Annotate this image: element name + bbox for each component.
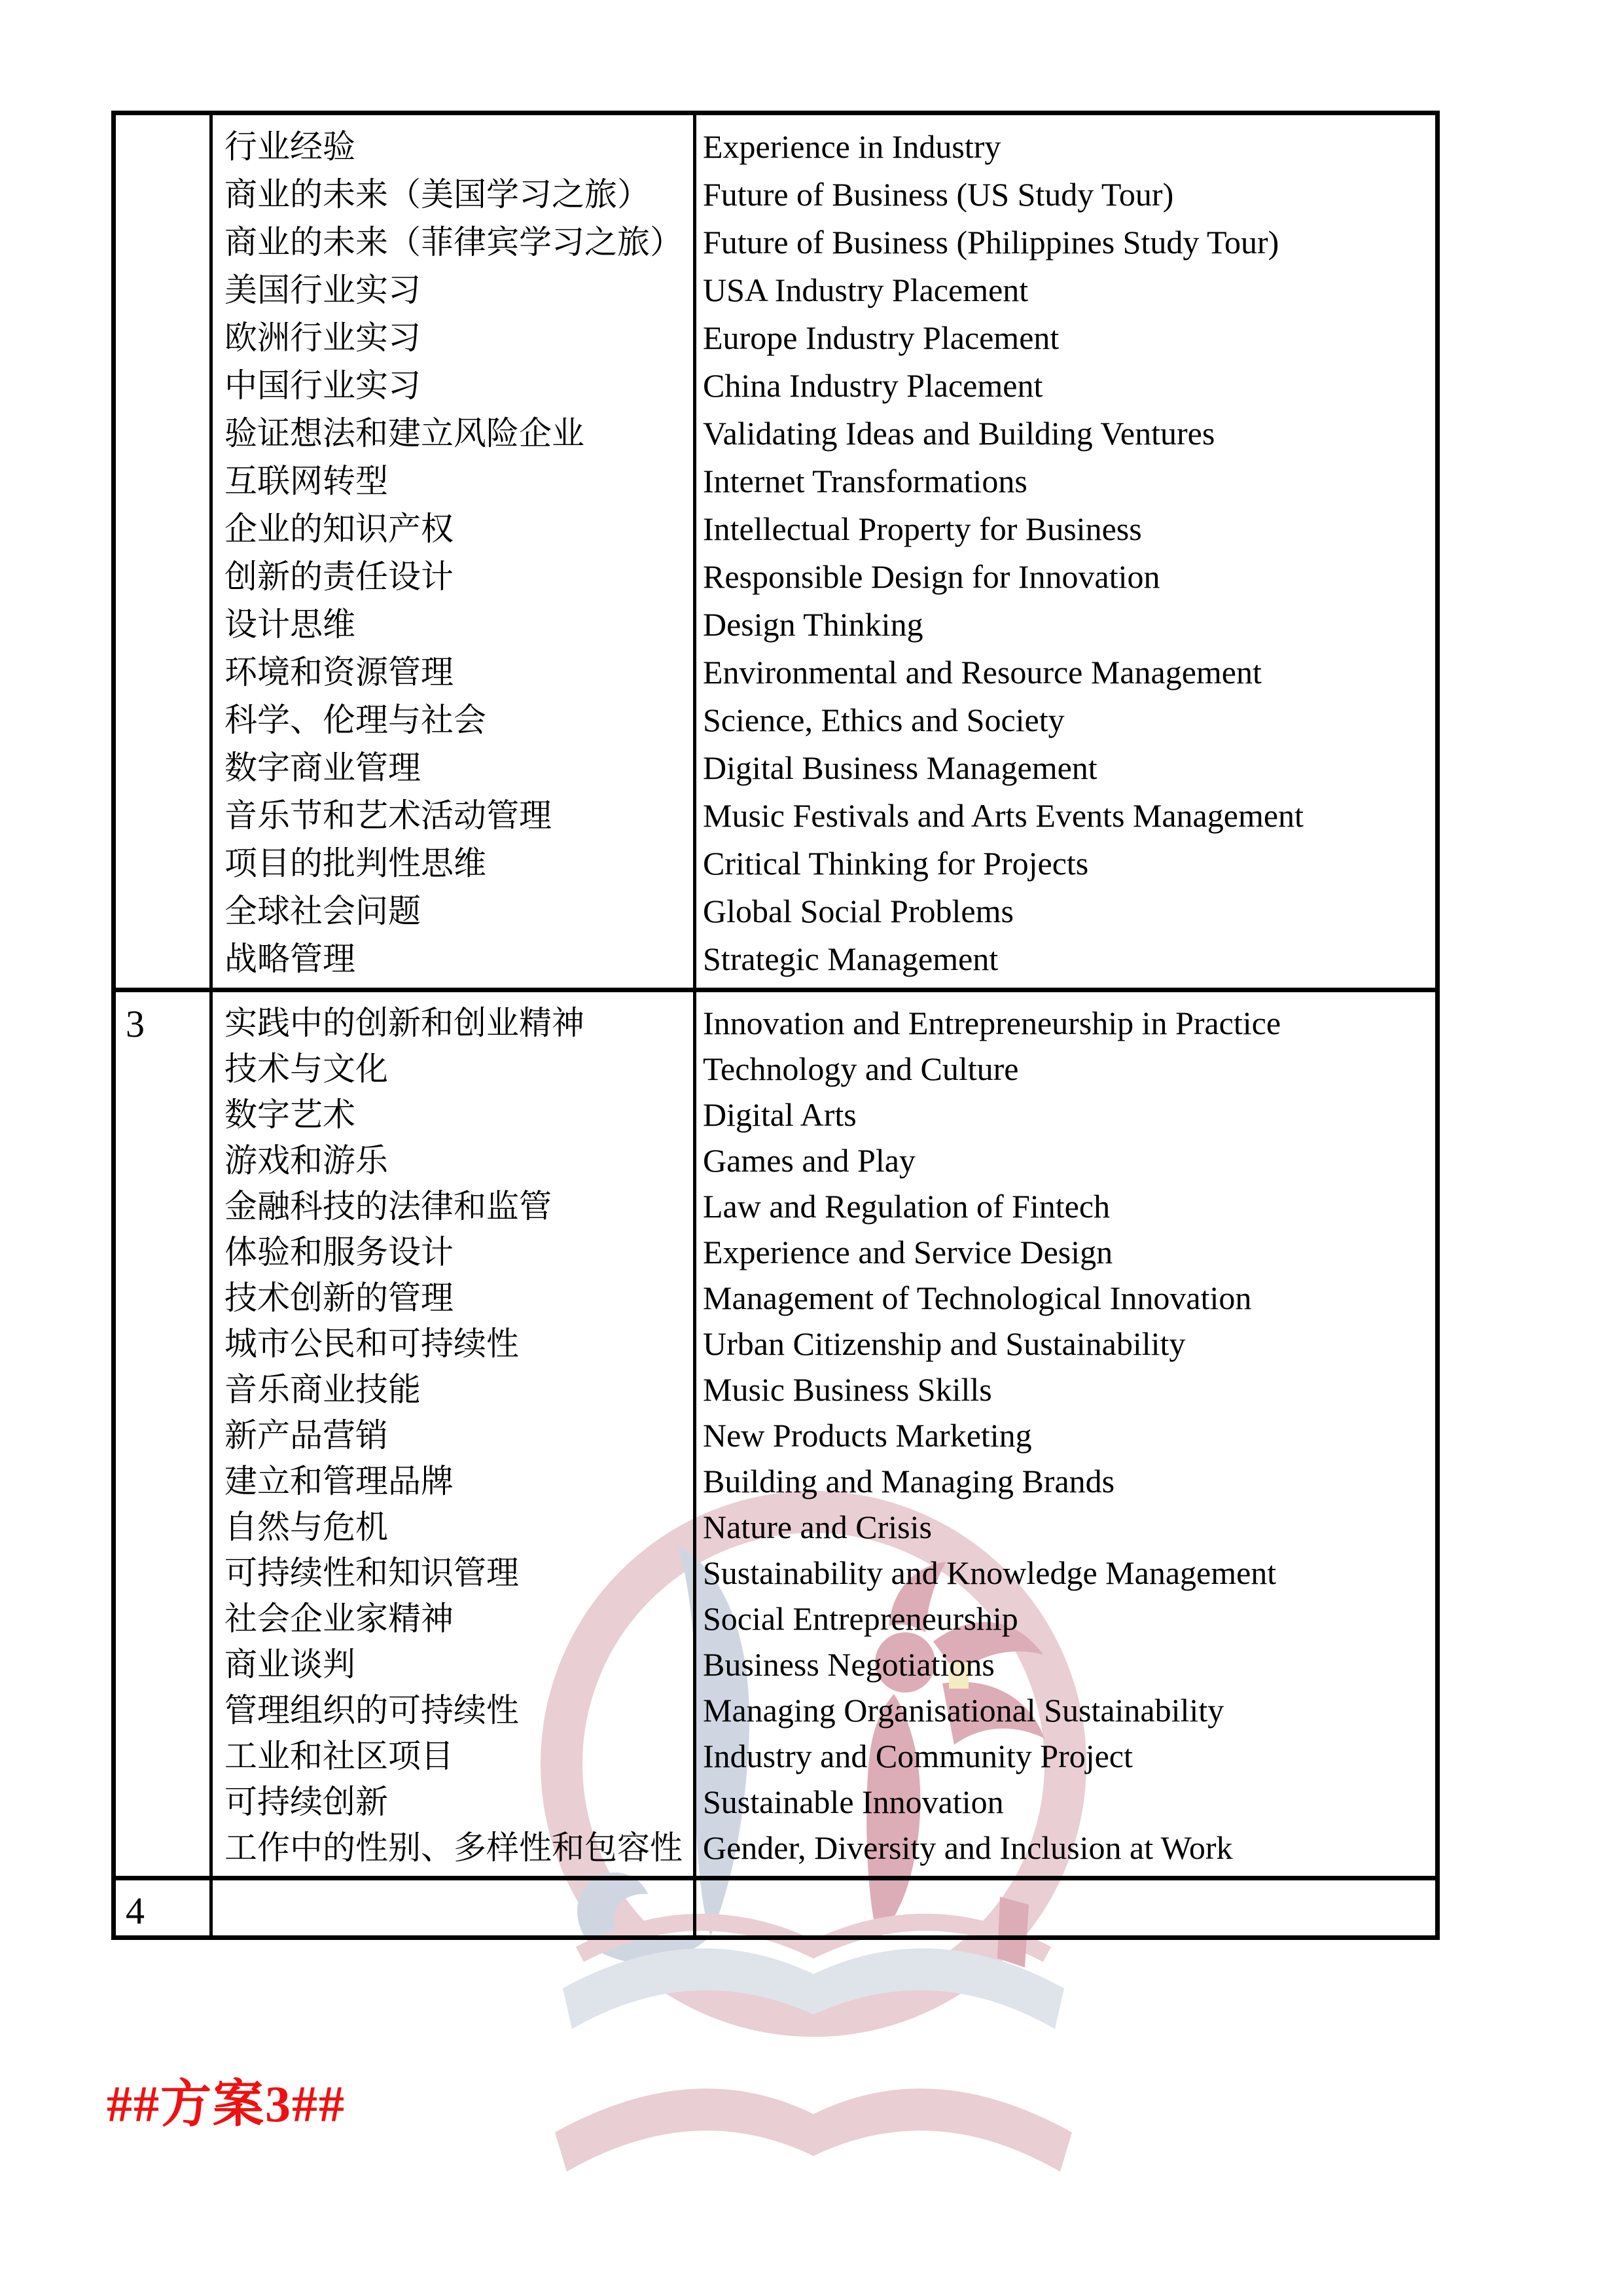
course-name-zh: 数字商业管理	[224, 749, 421, 786]
course-name-zh: 技术与文化	[224, 1050, 388, 1087]
course-name-zh: 互联网转型	[224, 463, 388, 499]
course-name-zh: 自然与危机	[224, 1509, 388, 1545]
chinese-courses-cell	[209, 115, 693, 988]
course-name-zh: 美国行业实习	[224, 272, 421, 308]
course-name-en: Social Entrepreneurship	[703, 1600, 1018, 1637]
course-name-zh: 数字艺术	[224, 1096, 355, 1133]
course-name-en: Building and Managing Brands	[703, 1463, 1115, 1499]
course-name-en: Intellectual Property for Business	[703, 511, 1142, 547]
course-name-en: Gender, Diversity and Inclusion at Work	[703, 1829, 1233, 1866]
course-name-en: Future of Business (US Study Tour)	[703, 176, 1174, 213]
course-name-zh: 商业的未来（美国学习之旅）	[224, 176, 650, 213]
course-name-en: Experience and Service Design	[703, 1234, 1113, 1270]
course-name-en: Technology and Culture	[703, 1050, 1019, 1087]
course-name-en: Sustainability and Knowledge Management	[703, 1554, 1277, 1591]
chinese-courses-cell	[209, 1876, 693, 1935]
course-name-en: Europe Industry Placement	[703, 319, 1060, 356]
level-cell	[116, 1876, 209, 1935]
course-name-en: Validating Ideas and Building Ventures	[703, 415, 1215, 452]
course-table	[111, 111, 1440, 1940]
course-name-en: Future of Business (Philippines Study Tour)	[703, 224, 1279, 260]
level-cell	[116, 115, 209, 988]
course-name-en: Environmental and Resource Management	[703, 654, 1262, 691]
course-name-en: Global Social Problems	[703, 893, 1014, 929]
course-name-zh: 管理组织的可持续性	[224, 1692, 519, 1729]
course-name-zh: 欧洲行业实习	[224, 319, 421, 356]
course-name-zh: 新产品营销	[224, 1417, 388, 1454]
level-number: 3	[126, 1003, 145, 1045]
level-number: 4	[126, 1890, 145, 1932]
course-name-zh: 设计思维	[224, 606, 355, 643]
course-name-zh: 中国行业实习	[224, 367, 421, 404]
course-name-zh: 行业经验	[224, 128, 355, 165]
level-cell	[116, 988, 209, 1876]
course-name-zh: 游戏和游乐	[224, 1142, 388, 1179]
course-name-en: Nature and Crisis	[703, 1509, 932, 1545]
course-name-en: Law and Regulation of Fintech	[703, 1188, 1111, 1225]
course-name-zh: 验证想法和建立风险企业	[224, 415, 584, 452]
course-name-zh: 企业的知识产权	[224, 511, 454, 547]
course-name-en: Critical Thinking for Projects	[703, 845, 1089, 882]
course-name-zh: 创新的责任设计	[224, 558, 454, 595]
course-name-en: Management of Technological Innovation	[703, 1280, 1252, 1316]
course-name-zh: 商业的未来（菲律宾学习之旅）	[224, 224, 683, 260]
course-name-en: Innovation and Entrepreneurship in Practice	[703, 1005, 1281, 1041]
course-name-zh: 音乐商业技能	[224, 1371, 421, 1408]
course-name-en: Urban Citizenship and Sustainability	[703, 1325, 1186, 1362]
chinese-courses-cell	[209, 988, 693, 1876]
course-name-zh: 全球社会问题	[224, 893, 421, 929]
course-name-en: Strategic Management	[703, 941, 999, 977]
course-name-en: Science, Ethics and Society	[703, 702, 1065, 738]
course-name-en: Internet Transformations	[703, 463, 1027, 499]
plan-label: ##方案3##	[107, 2075, 346, 2132]
course-name-zh: 商业谈判	[224, 1646, 355, 1683]
course-name-en: New Products Marketing	[703, 1417, 1032, 1454]
course-name-zh: 工业和社区项目	[224, 1738, 454, 1774]
english-courses-cell	[693, 988, 1435, 1876]
course-name-en: Design Thinking	[703, 606, 923, 643]
course-name-zh: 可持续性和知识管理	[224, 1554, 519, 1591]
course-name-en: USA Industry Placement	[703, 272, 1029, 308]
english-courses-cell	[693, 115, 1435, 988]
course-name-zh: 可持续创新	[224, 1784, 388, 1820]
course-name-en: Managing Organisational Sustainability	[703, 1692, 1224, 1729]
course-name-en: Digital Arts	[703, 1096, 857, 1133]
course-name-en: Music Business Skills	[703, 1371, 992, 1408]
course-name-zh: 金融科技的法律和监管	[224, 1188, 552, 1225]
course-name-en: Business Negotiations	[703, 1646, 995, 1683]
course-name-zh: 工作中的性别、多样性和包容性	[224, 1829, 683, 1866]
course-name-en: Games and Play	[703, 1142, 916, 1179]
course-name-en: Sustainable Innovation	[703, 1784, 1004, 1820]
course-name-zh: 实践中的创新和创业精神	[224, 1005, 584, 1041]
course-name-zh: 体验和服务设计	[224, 1234, 454, 1270]
course-name-zh: 建立和管理品牌	[224, 1463, 454, 1499]
course-name-zh: 战略管理	[224, 941, 355, 977]
course-name-zh: 城市公民和可持续性	[224, 1325, 519, 1362]
course-name-zh: 环境和资源管理	[224, 654, 454, 691]
course-name-en: Responsible Design for Innovation	[703, 558, 1160, 595]
course-name-en: China Industry Placement	[703, 367, 1043, 404]
course-name-en: Digital Business Management	[703, 749, 1097, 786]
course-name-zh: 技术创新的管理	[224, 1280, 454, 1316]
course-name-en: Experience in Industry	[703, 128, 1001, 165]
course-name-en: Industry and Community Project	[703, 1738, 1133, 1774]
logo-book-pink-bottom	[555, 2089, 1072, 2172]
course-name-zh: 项目的批判性思维	[224, 845, 486, 882]
course-name-zh: 科学、伦理与社会	[224, 702, 486, 738]
course-name-en: Music Festivals and Arts Events Management	[703, 797, 1304, 834]
course-name-zh: 社会企业家精神	[224, 1600, 454, 1637]
english-courses-cell	[693, 1876, 1435, 1935]
course-name-zh: 音乐节和艺术活动管理	[224, 797, 552, 834]
